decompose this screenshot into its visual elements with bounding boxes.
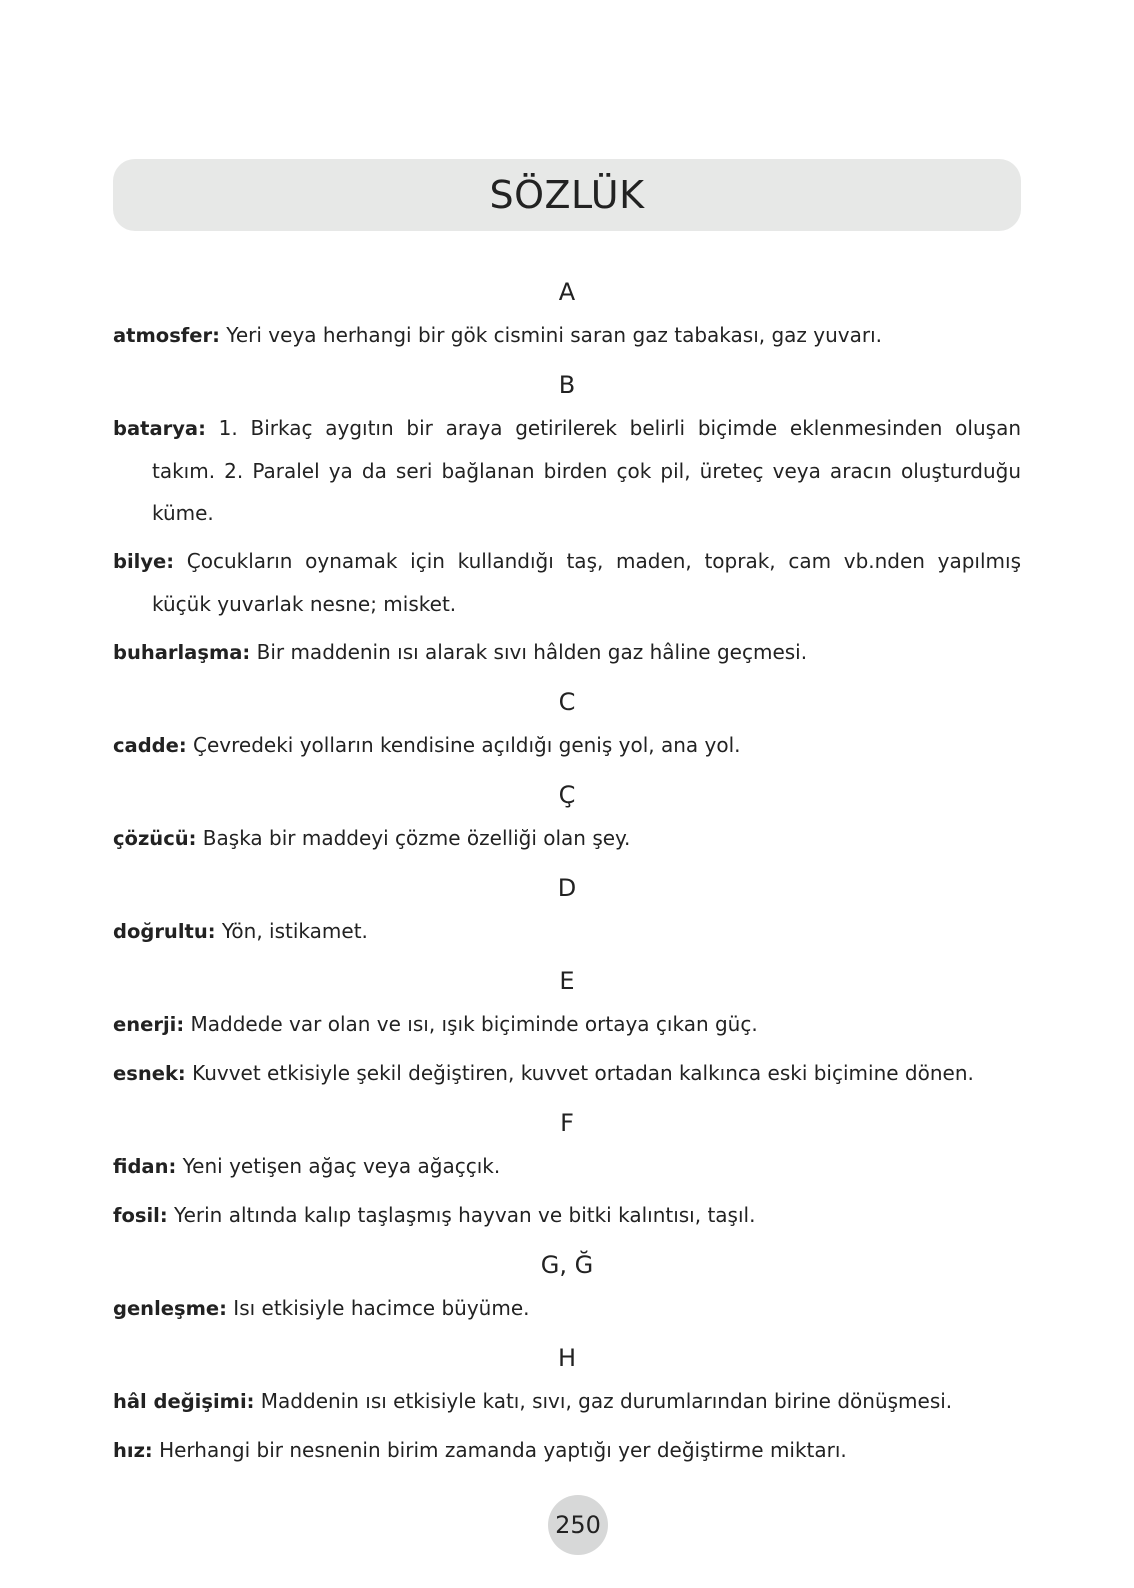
- section-letter-g: G, Ğ: [540, 1251, 594, 1279]
- entry-definition: Çocukların oynamak için kullandığı taş, maden, toprak, cam vb.nden yapılmış küçük yuvarlak nesne; misket.: [152, 549, 1022, 616]
- glossary-entry-cozucu: [113, 817, 1021, 860]
- entry-term: fidan:: [113, 1155, 177, 1178]
- glossary-entry-esnek: [113, 1052, 1021, 1095]
- section-letter-a: A: [558, 278, 576, 306]
- entry-definition: Maddenin ısı etkisiyle katı, sıvı, gaz durumlarından birine dönüşmesi.: [260, 1389, 953, 1413]
- entry-term: doğrultu:: [113, 920, 216, 943]
- entry-term: çözücü:: [113, 827, 197, 850]
- entry-definition: Yeri veya herhangi bir gök cismini saran gaz tabakası, gaz yuvarı.: [226, 323, 883, 347]
- entry-term: bilye:: [113, 550, 175, 573]
- entry-term: fosil:: [113, 1204, 168, 1227]
- entry-definition: Başka bir maddeyi çözme özelliği olan şey.: [202, 826, 631, 850]
- section-letter-e: E: [559, 967, 575, 995]
- entry-definition: Herhangi bir nesnenin birim zamanda yaptığı yer değiştirme miktarı.: [159, 1438, 847, 1462]
- section-letter-b: B: [558, 371, 576, 399]
- entry-term: batarya:: [113, 417, 206, 440]
- entry-term: buharlaşma:: [113, 641, 251, 664]
- glossary-entry-bilye: [113, 540, 1021, 625]
- glossary-entry-fosil: [113, 1194, 1021, 1237]
- glossary-content: [113, 270, 1021, 1478]
- entry-definition: Bir maddenin ısı alarak sıvı hâlden gaz hâline geçmesi.: [256, 640, 808, 664]
- entry-definition: 1. Birkaç aygıtın bir araya getirilerek belirli biçimde eklenmesinden oluşan takım. 2. Paralel ya da seri bağlanan birden çok pil, üreteç veya aracın oluşturduğu küme.: [152, 416, 1022, 525]
- entry-term: cadde:: [113, 734, 187, 757]
- entry-definition: Yön, istikamet.: [221, 919, 368, 943]
- entry-term: genleşme:: [113, 1297, 227, 1320]
- entry-definition: Isı etkisiyle hacimce büyüme.: [233, 1296, 530, 1320]
- page-number: 250: [555, 1511, 601, 1539]
- page-title: SÖZLÜK: [489, 173, 645, 217]
- section-letter-c: C: [558, 688, 576, 716]
- glossary-entry-genlesme: [113, 1287, 1021, 1330]
- entry-definition: Çevredeki yolların kendisine açıldığı geniş yol, ana yol.: [193, 733, 741, 757]
- glossary-entry-fidan: [113, 1145, 1021, 1188]
- entry-term: atmosfer:: [113, 324, 220, 347]
- glossary-entry-buharlasma: [113, 631, 1021, 674]
- title-banner: [113, 159, 1021, 231]
- glossary-entry-atmosfer: [113, 314, 1021, 357]
- entry-definition: Kuvvet etkisiyle şekil değiştiren, kuvvet ortadan kalkınca eski biçimine dönen.: [192, 1061, 974, 1085]
- entry-term: esnek:: [113, 1062, 186, 1085]
- glossary-entry-hiz: [113, 1429, 1021, 1472]
- section-letter-f: F: [560, 1109, 574, 1137]
- section-letter-h: H: [557, 1344, 577, 1372]
- section-letter-c-cedilla: Ç: [558, 781, 576, 809]
- entry-term: hız:: [113, 1439, 153, 1462]
- entry-definition: Yerin altında kalıp taşlaşmış hayvan ve bitki kalıntısı, taşıl.: [174, 1203, 756, 1227]
- entry-definition: Yeni yetişen ağaç veya ağaççık.: [182, 1154, 501, 1178]
- glossary-entry-hal-degisimi: [113, 1380, 1021, 1423]
- glossary-entry-dogrultu: [113, 910, 1021, 953]
- section-letter-d: D: [557, 874, 577, 902]
- page-number-badge: [548, 1495, 608, 1555]
- glossary-entry-batarya: [113, 407, 1021, 534]
- glossary-entry-enerji: [113, 1003, 1021, 1046]
- entry-term: enerji:: [113, 1013, 185, 1036]
- entry-term: hâl değişimi:: [113, 1390, 255, 1413]
- glossary-entry-cadde: [113, 724, 1021, 767]
- entry-definition: Maddede var olan ve ısı, ışık biçiminde ortaya çıkan güç.: [190, 1012, 758, 1036]
